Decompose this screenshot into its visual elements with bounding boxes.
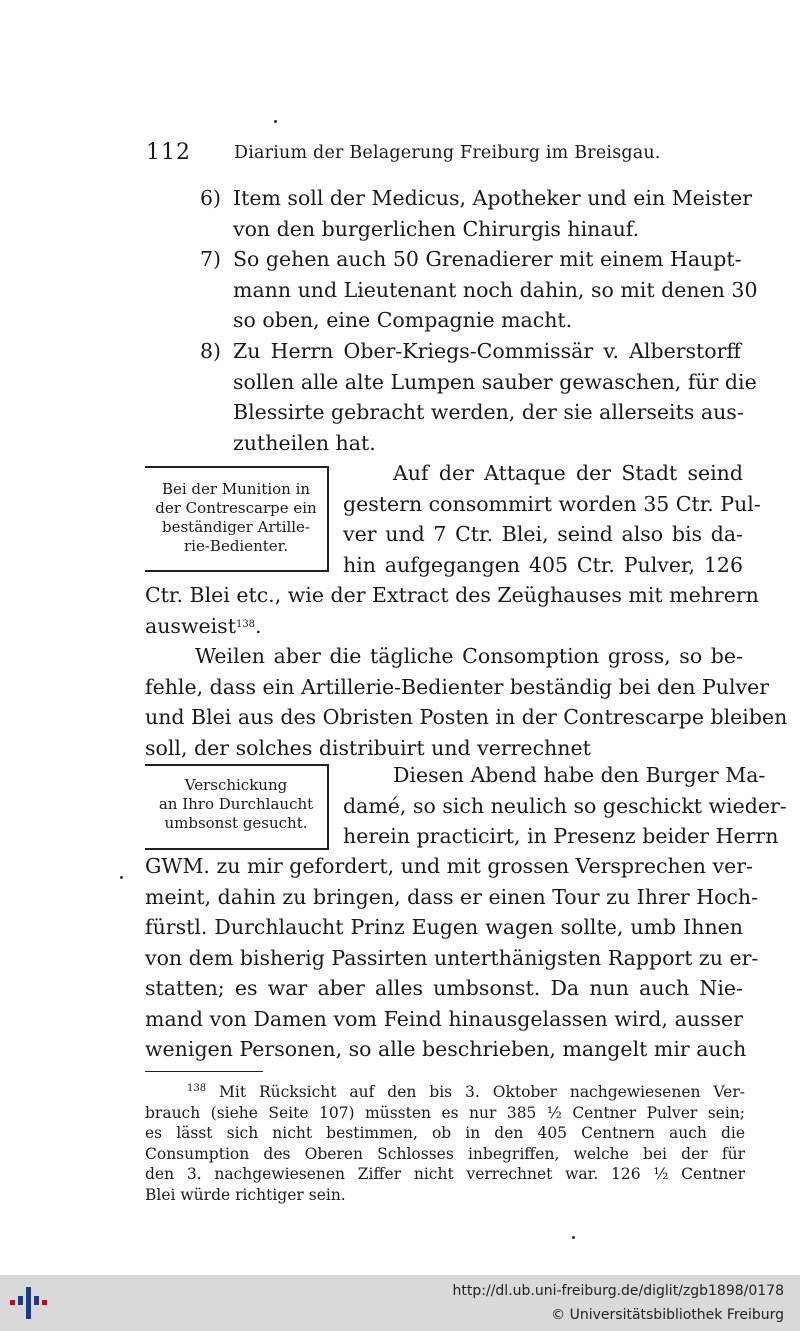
- text-line: wenigen Personen, so alle beschrieben, mangelt mir auch: [145, 1037, 747, 1061]
- print-speck: [274, 120, 277, 123]
- text-line: GWM. zu mir gefordert, und mit grossen Versprechen ver-: [145, 854, 753, 878]
- text-fragment: ausweist: [145, 613, 236, 638]
- text-line: gestern consommirt worden 35 Ctr. Pul-: [343, 491, 761, 516]
- print-speck: [120, 876, 123, 879]
- page-number: 112: [146, 140, 191, 165]
- note-line: Verschickung: [184, 776, 288, 794]
- paragraph-attaque-full: [145, 580, 759, 641]
- text-line: es lässt sich nicht bestimmen, ob in den 405 Centnern auch die: [145, 1124, 745, 1142]
- text-line: so oben, eine Compagnie macht.: [233, 308, 573, 332]
- print-speck: [572, 1236, 575, 1239]
- page-header: [146, 140, 746, 168]
- text-line: Item soll der Medicus, Apotheker und ein Meister: [233, 186, 753, 210]
- text-line: Weilen aber die tägliche Consomption gross, so be-: [195, 644, 743, 668]
- note-line: rie-Bedienter.: [184, 537, 288, 555]
- text-line: zutheilen hat.: [233, 430, 376, 455]
- note-line: beständiger Artille-: [162, 518, 310, 536]
- paragraph-diesen-narrow: [343, 760, 787, 852]
- note-line: Bei der Munition in: [161, 480, 311, 498]
- viewer-footer: [0, 1275, 800, 1331]
- text-line: den 3. nachgewiesenen Ziffer nicht verrechnet war. 126 ½ Centner: [145, 1165, 745, 1183]
- text-line: fürstl. Durchlaucht Prinz Eugen wagen sollte, umb Ihnen: [145, 915, 743, 939]
- footnote-divider: [145, 1071, 263, 1072]
- text-line: sollen alle alte Lumpen sauber gewaschen, für die: [233, 369, 757, 394]
- text-line: herein practicirt, in Presenz beider Herrn: [343, 824, 779, 848]
- text-line: Zu Herrn Ober-Kriegs-Commissär v. Alberstorff: [233, 339, 741, 363]
- text-line: So gehen auch 50 Grenadierer mit einem Haupt-: [233, 247, 742, 271]
- text-line: von dem bisherig Passirten unterthänigsten Rapport zu er-: [145, 945, 759, 970]
- note-line: umbsonst gesucht.: [164, 814, 308, 832]
- ub-freiburg-logo-icon: [10, 1285, 54, 1321]
- item-number: 6): [200, 186, 222, 210]
- footnote-ref: 138: [235, 618, 256, 630]
- text-line: Ctr. Blei etc., wie der Extract des Zeüghauses mit mehrern: [145, 583, 759, 607]
- text-line: ver und 7 Ctr. Blei, seind also bis da-: [343, 522, 743, 546]
- text-fragment: Mit Rücksicht auf den bis 3. Oktober nachgewiesenen Ver-: [219, 1083, 745, 1101]
- footnote-138: [145, 1082, 745, 1205]
- text-line: mand von Damen vom Feind hinausgelassen wird, ausser: [145, 1006, 743, 1031]
- text-line: brauch (siehe Seite 107) müssten es nur 385 ½ Centner Pulver sein;: [145, 1103, 745, 1122]
- text-line: hin aufgegangen 405 Ctr. Pulver, 126: [343, 552, 743, 577]
- text-line: damé, so sich neulich so geschickt wieder-: [343, 793, 787, 818]
- text-line: soll, der solches distribuirt und verrechnet: [145, 735, 591, 760]
- marginal-note-munition: [145, 466, 329, 572]
- text-line: [145, 1082, 745, 1103]
- note-line: der Contrescarpe ein: [155, 499, 317, 517]
- permalink-url[interactable]: http://dl.ub.uni-freiburg.de/diglit/zgb1898/0178: [452, 1283, 784, 1299]
- running-title: Diarium der Belagerung Freiburg im Breisgau.: [234, 143, 661, 163]
- text-line: und Blei aus des Obristen Posten in der Contrescarpe bleiben: [145, 705, 788, 729]
- text-line: Blessirte gebracht werden, der sie allerseits aus-: [233, 400, 744, 424]
- text-line: Auf der Attaque der Stadt seind: [393, 461, 743, 485]
- text-line: mann und Lieutenant noch dahin, so mit denen 30: [233, 277, 758, 302]
- text-line: Diesen Abend habe den Burger Ma-: [393, 763, 766, 787]
- paragraph-weilen: [145, 641, 788, 763]
- paragraph-attaque-narrow: [343, 458, 761, 580]
- copyright-notice: © Universitätsbibliothek Freiburg: [551, 1307, 784, 1323]
- footnote-number: 138: [187, 1083, 207, 1094]
- marginal-note-verschickung: [145, 764, 329, 850]
- paragraph-diesen-full: [145, 851, 759, 1065]
- text-line: Consumption des Oberen Schlosses inbegriffen, welche bei der für: [145, 1144, 745, 1163]
- item-number: 8): [200, 339, 222, 363]
- text-line: statten; es war aber alles umbsonst. Da nun auch Nie-: [145, 976, 743, 1000]
- text-line: von den burgerlichen Chirurgis hinauf.: [233, 216, 640, 241]
- text-line: ausweist$^{138}$.: [145, 613, 262, 638]
- item-number: 7): [200, 247, 222, 271]
- text-line: Blei würde richtiger sein.: [145, 1185, 346, 1204]
- text-line: meint, dahin zu bringen, dass er einen Tour zu Ihrer Hoch-: [145, 884, 759, 909]
- text-line: fehle, dass ein Artillerie-Bedienter beständig bei den Pulver: [145, 674, 770, 699]
- note-line: an Ihro Durchlaucht: [158, 795, 314, 813]
